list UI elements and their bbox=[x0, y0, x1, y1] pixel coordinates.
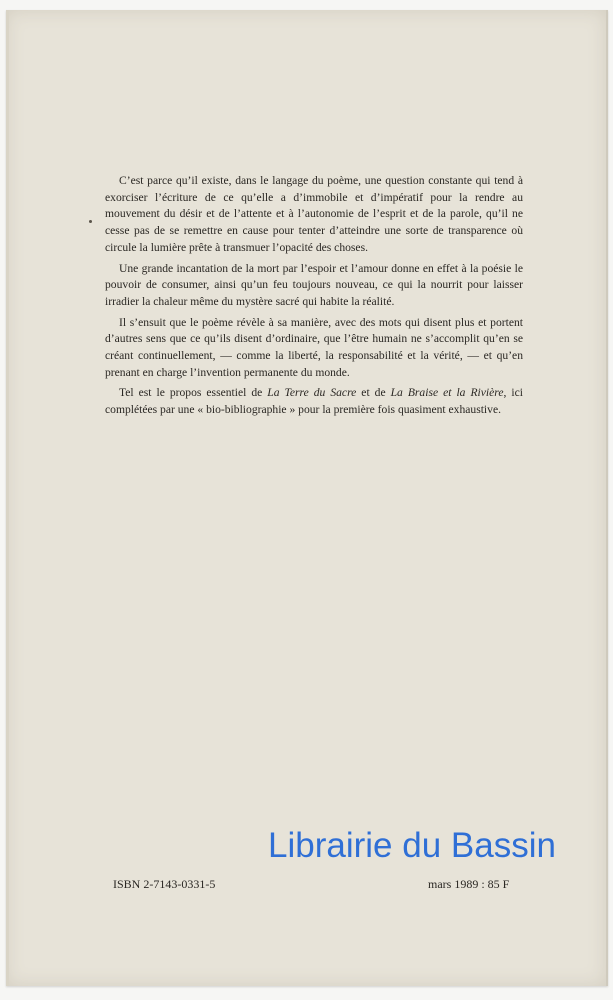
blurb-p4-end: , ici complétées par une « bio-bibliographie » pour la première fois quasiment exhaustive. bbox=[105, 386, 523, 417]
cover-edge bbox=[6, 10, 9, 986]
blurb-p4-mid: et de bbox=[356, 386, 391, 400]
blurb-paragraph-1: C’est parce qu’il existe, dans le langage du poème, une question constante qui tend à exorciser l’écriture de ce qu’elle a d’immobile et d’impératif pour la rendre au mouvement du désir et de l’attente et à l’autonomie de l’esprit et de la parole, qu’il ne cesse pas de se remettre en cause pour tenter d’atteindre une sorte de transparence où circule la lumière prête à transmuer l’opacité des choses. bbox=[105, 174, 523, 254]
book-title-braise-riviere: La Braise et la Rivière bbox=[390, 386, 504, 400]
blurb-paragraph-2: Une grande incantation de la mort par l’espoir et l’amour donne en effet à la poésie le pouvoir de consumer, ainsi qu’un feu toujours nouveau, ce qui la nourrit pour laisser irradier la chaleur même du mystère sacré qui habite la réalité. bbox=[105, 261, 523, 308]
bookseller-watermark: Librairie du Bassin bbox=[268, 826, 556, 865]
back-cover-blurb bbox=[105, 173, 523, 423]
blurb-paragraph-4 bbox=[105, 385, 523, 418]
margin-dot bbox=[89, 220, 92, 223]
blurb-p4-start: Tel est le propos essentiel de bbox=[119, 386, 268, 400]
date-price-label: mars 1989 : 85 F bbox=[428, 877, 510, 891]
book-title-terre-du-sacre: La Terre du Sacre bbox=[267, 386, 357, 400]
blurb-paragraph-3: Il s’ensuit que le poème révèle à sa manière, avec des mots qui disent plus et portent d’autres sens que ce qu’ils disent d’ordinaire, que l’être humain ne s’accomplit qu’en se créant continuellement, — comme la liberté, la responsabilité et la vérité, — et qu’en prenant en charge l’invention permanente du monde. bbox=[105, 315, 523, 379]
isbn-label: ISBN 2-7143-0331-5 bbox=[113, 877, 216, 891]
